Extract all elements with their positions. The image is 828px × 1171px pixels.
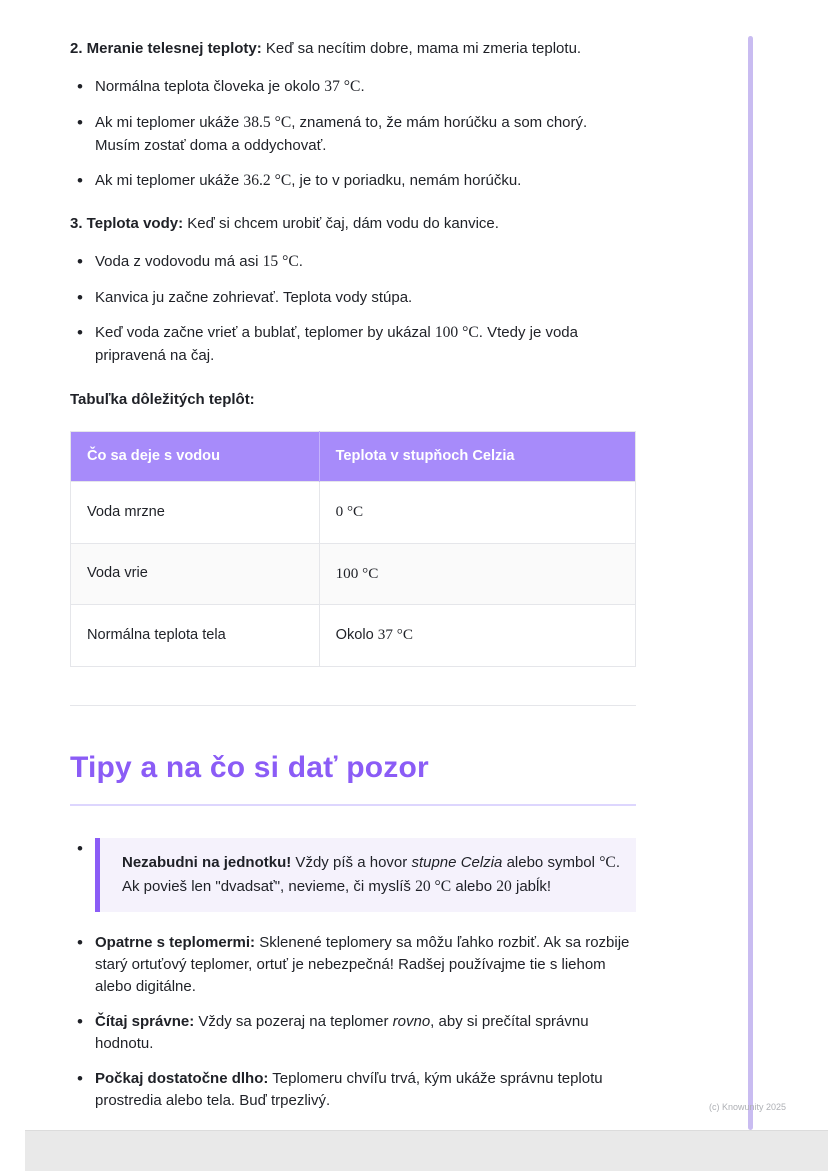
document-content — [70, 38, 636, 1132]
tips-list — [70, 932, 636, 1112]
table-cell: Normálna teplota tela — [71, 605, 320, 666]
table-row — [71, 543, 636, 604]
table-head — [71, 431, 636, 481]
table-header-cell-what: Čo sa deje s vodou — [71, 431, 320, 481]
callout-box: • Nezabudni na jednotku! Vždy píš a hovor stupne Celzia alebo symbol °C. Ak povieš len "dvadsať", nevieme, či myslíš 20 °C alebo 20 jabĺk! — [95, 838, 636, 912]
list-item: • Opatrne s teplomermi: Sklenené teplomery sa môžu ľahko rozbiť. Ak sa rozbije starý ortuťový teplomer, ortuť je nebezpečná! Radšej používajme tie s liehom alebo digitálne. — [70, 932, 636, 998]
list-item: • Ak mi teplomer ukáže 36.2 °C, je to v poriadku, nemám horúčku. — [70, 170, 636, 193]
section-divider — [70, 705, 636, 706]
table-cell: 100 °C — [319, 543, 635, 604]
table-row — [71, 605, 636, 666]
section-3-paragraph: 3. Teplota vody: Keď si chcem urobiť čaj, dám vodu do kanvice. — [70, 214, 499, 232]
temperature-table — [70, 431, 636, 667]
list-item: • Kanvica ju začne zohrievať. Teplota vody stúpa. — [70, 287, 636, 309]
list-item: • Normálna teplota človeka je okolo 37 °C. — [70, 76, 636, 99]
table-cell: 0 °C — [319, 482, 635, 543]
tips-heading: Tipy a na čo si dať pozor — [70, 750, 429, 784]
list-item: • Ak mi teplomer ukáže 38.5 °C, znamená to, že mám horúčku a som chorý. Musím zostať doma a oddychovať. — [70, 112, 636, 157]
copyright-watermark: (c) Knowunity 2025 — [708, 1102, 786, 1112]
list-item: • Čítaj správne: Vždy sa pozeraj na teplomer rovno, aby si prečítal správnu hodnotu. — [70, 1011, 636, 1055]
list-item — [70, 838, 636, 912]
section-2-paragraph: 2. Meranie telesnej teploty: Keď sa necítim dobre, mama mi zmeria teplotu. — [70, 40, 582, 57]
list-item: • Voda z vodovodu má asi 15 °C. — [70, 251, 636, 274]
section-3-list — [70, 251, 636, 367]
table-cell: Okolo 37 °C — [319, 605, 635, 666]
callout-list — [70, 838, 636, 912]
table-header-row — [71, 431, 636, 481]
table-cell: Voda mrzne — [71, 482, 320, 543]
list-item: • Počkaj dostatočne dlho: Teplomeru chvíľu trvá, kým ukáže správnu teplotu prostredia alebo tela. Buď trpezlivý. — [70, 1068, 636, 1112]
section-2-list — [70, 76, 636, 193]
list-item: • Keď voda začne vrieť a bublať, teplomer by ukázal 100 °C. Vtedy je voda pripravená na čaj. — [70, 322, 636, 367]
table-row — [71, 482, 636, 543]
table-cell: Voda vrie — [71, 543, 320, 604]
table-body — [71, 482, 636, 666]
heading-underline — [70, 804, 636, 806]
page-bottom-bar — [25, 1130, 828, 1171]
table-header-cell-temperature: Teplota v stupňoch Celzia — [319, 431, 635, 481]
table-title: Tabuľka dôležitých teplôt: — [70, 390, 255, 408]
scrollbar-thumb[interactable] — [748, 36, 753, 1130]
